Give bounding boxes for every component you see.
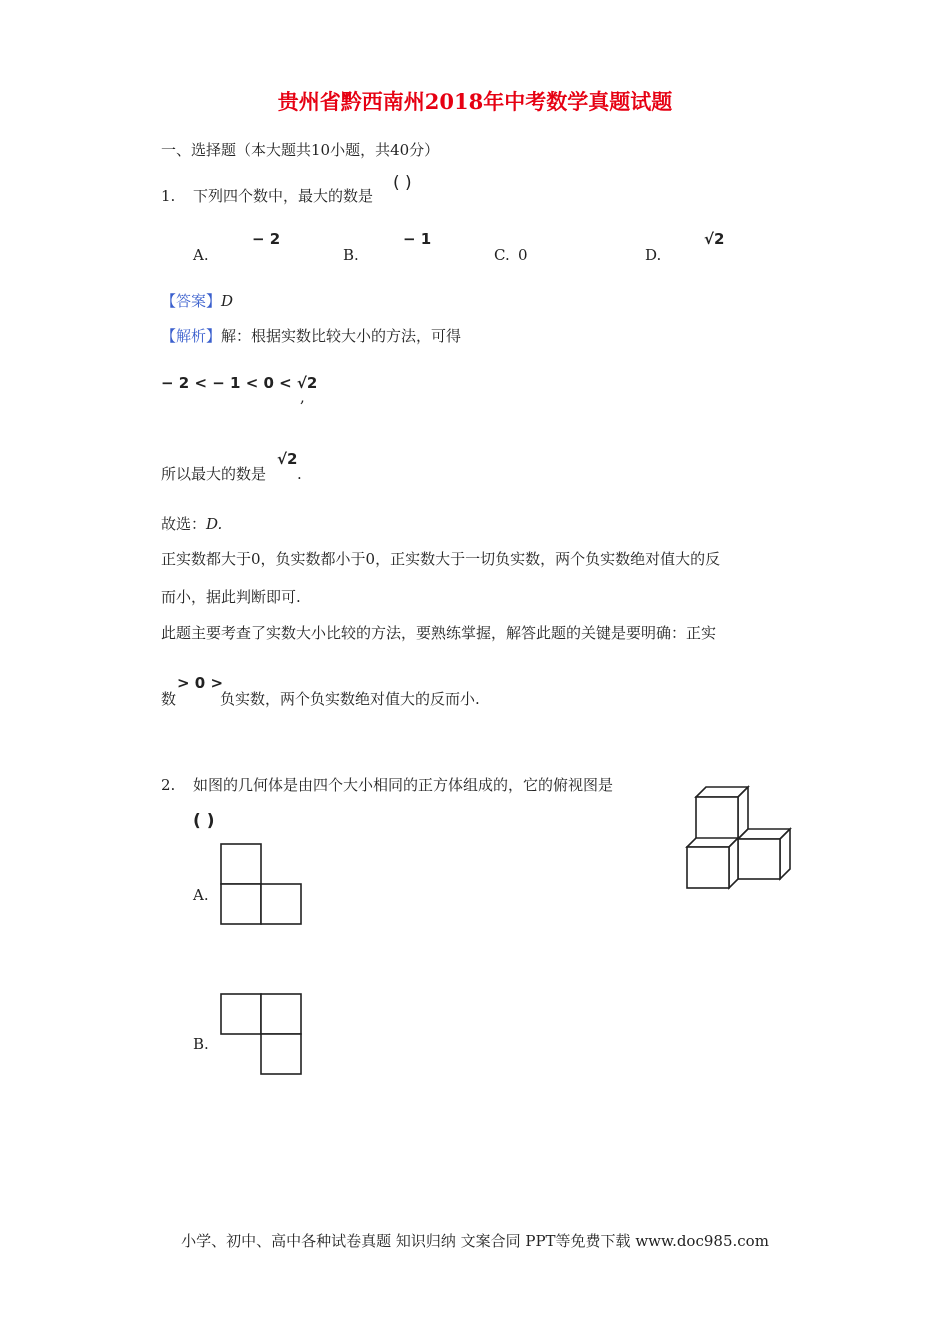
- note-line-1: 此题主要考查了实数大小比较的方法，要熟练掌握，解答此题的关键是要明确：正实: [161, 624, 717, 642]
- page-footer: 小学、初中、高中各种试卷真题 知识归纳 文案合同 PPT等免费下载 www.doc985.com: [181, 1232, 769, 1250]
- analysis-text: 解：根据实数比较大小的方法，可得: [221, 327, 462, 345]
- right-cube-side-face: [780, 829, 790, 879]
- q1-option-a-letter: A.: [193, 246, 209, 264]
- answer-value: D: [221, 292, 234, 310]
- left-cube-side-face: [729, 838, 738, 888]
- q2-stem: 如图的几何体是由四个大小相同的正方体组成的，它的俯视图是: [193, 776, 614, 794]
- section-heading: 一、选择题（本大题共10小题，共40分）: [161, 141, 440, 159]
- note-math: > 0 >: [177, 674, 224, 692]
- note-suffix: 负实数，两个负实数绝对值大的反而小.: [220, 690, 480, 708]
- q1-option-a-value: − 2: [252, 230, 281, 248]
- q1-option-d-letter: D.: [645, 246, 662, 264]
- conclusion-value: √2: [277, 450, 298, 468]
- q1-option-c-value: 0: [518, 246, 528, 264]
- q1-option-b-value: − 1: [403, 230, 432, 248]
- top-cube-front-face: [696, 797, 738, 839]
- inequality-comma: ,: [300, 388, 305, 406]
- choose-label: 故选：: [161, 515, 207, 533]
- q2-option-a-letter: A.: [193, 886, 209, 904]
- choose-letter: D.: [206, 515, 223, 533]
- right-cube-front-face: [738, 839, 780, 879]
- q1-blank: ( ): [393, 173, 412, 193]
- q2-option-a-figure: [220, 843, 302, 925]
- conclusion-period: .: [297, 465, 302, 483]
- left-cube-front-face: [687, 847, 729, 888]
- q2-option-b-figure: [220, 993, 302, 1075]
- answer-tag: 【答案】: [161, 292, 222, 310]
- document-title: 贵州省黔西南州2018年中考数学真题试题: [277, 89, 673, 114]
- q1-option-b-letter: B.: [343, 246, 359, 264]
- analysis-tag: 【解析】: [161, 327, 222, 345]
- rule-line-2: 而小，据此判断即可.: [161, 588, 301, 606]
- q2-number: 2.: [161, 776, 176, 794]
- q2-option-b-letter: B.: [193, 1035, 209, 1053]
- q1-option-c-letter: C.: [494, 246, 510, 264]
- q1-option-d-value: √2: [704, 230, 725, 248]
- note-prefix: 数: [161, 690, 177, 708]
- inequality-expression: − 2 < − 1 < 0 < √2: [161, 374, 318, 392]
- rule-line-1: 正实数都大于0，负实数都小于0，正实数大于一切负实数，两个负实数绝对值大的反: [161, 550, 721, 568]
- q1-number: 1.: [161, 187, 176, 205]
- q2-blank: ( ): [193, 811, 215, 831]
- conclusion-text: 所以最大的数是: [161, 465, 267, 483]
- q1-stem: 下列四个数中，最大的数是: [193, 187, 374, 205]
- solid-figure: [686, 787, 792, 891]
